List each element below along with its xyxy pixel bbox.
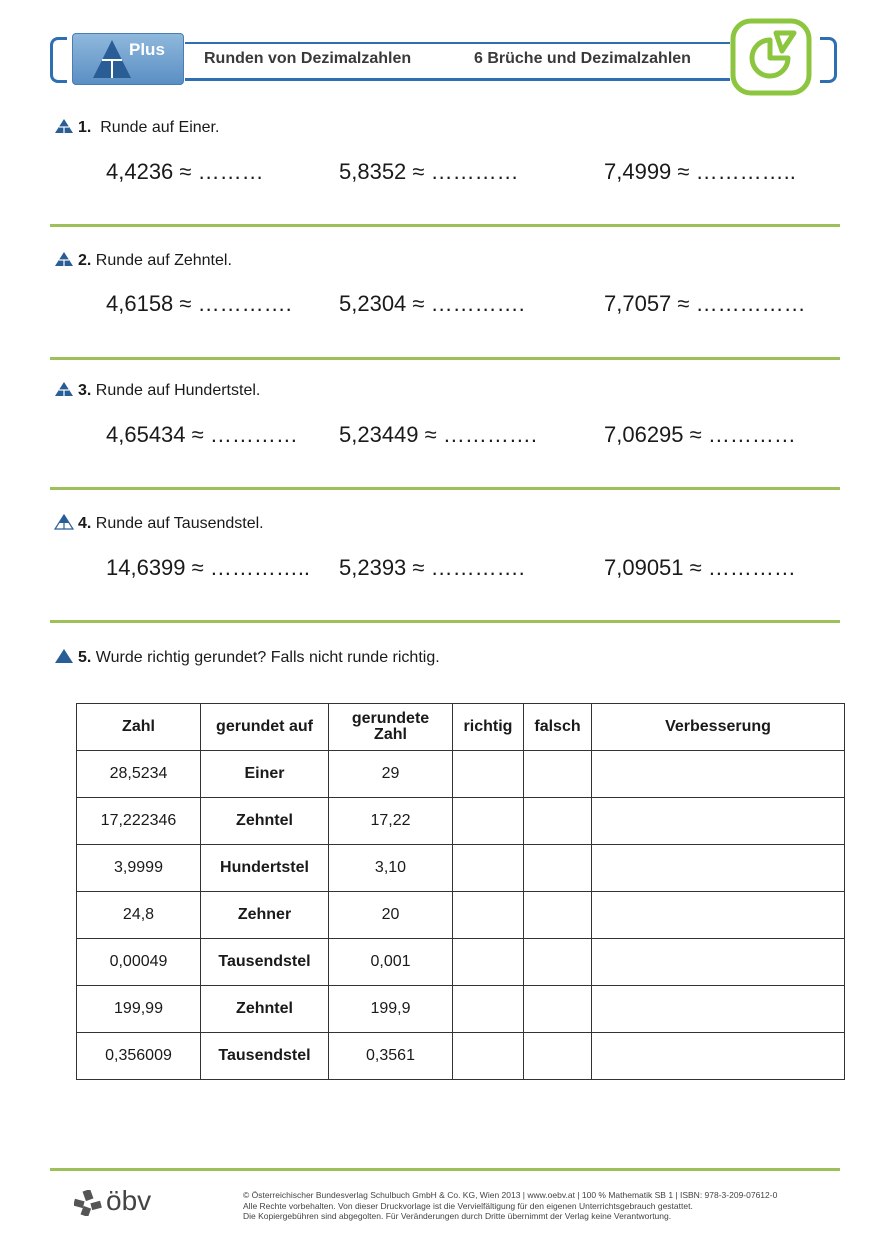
triangle-logo-icon	[91, 38, 133, 80]
header-rule-bottom	[185, 78, 730, 81]
wrong-checkbox-cell[interactable]	[524, 986, 592, 1033]
exercise-item: 4,4236 ≈ ………	[106, 159, 264, 184]
task-5-heading	[54, 648, 440, 667]
table-row	[77, 798, 845, 845]
correction-cell[interactable]	[592, 939, 845, 986]
table-header-row	[77, 704, 845, 751]
exercise-item: 5,23449 ≈ ………….	[339, 422, 537, 447]
correction-cell[interactable]	[592, 986, 845, 1033]
column-header: richtig	[453, 704, 524, 751]
exercise-item: 5,2393 ≈ ………….	[339, 555, 525, 580]
footer-divider	[50, 1168, 840, 1171]
task-instruction: Runde auf Hundertstel.	[95, 382, 261, 399]
task-instruction: Runde auf Einer.	[100, 119, 220, 136]
header-rule-top	[185, 42, 730, 44]
rounding-place-cell: Tausendstel	[201, 1033, 329, 1080]
exercise-item: 7,7057 ≈ ……………	[604, 291, 806, 316]
wrong-checkbox-cell[interactable]	[524, 939, 592, 986]
exercise-item: 7,06295 ≈ …………	[604, 422, 796, 447]
rounded-number-cell: 0,001	[329, 939, 453, 986]
rounded-number-cell: 3,10	[329, 845, 453, 892]
wrong-checkbox-cell[interactable]	[524, 751, 592, 798]
header-bracket-right	[820, 37, 837, 83]
task-instruction: Runde auf Tausendstel.	[95, 515, 264, 532]
task-number: 3.	[78, 382, 92, 399]
correct-checkbox-cell[interactable]	[453, 892, 524, 939]
task-instruction: Runde auf Zehntel.	[95, 252, 232, 269]
wrong-checkbox-cell[interactable]	[524, 1033, 592, 1080]
task-3-heading	[54, 381, 260, 400]
wrong-checkbox-cell[interactable]	[524, 892, 592, 939]
column-header: Zahl	[77, 704, 201, 751]
wrong-checkbox-cell[interactable]	[524, 845, 592, 892]
exercise-item: 7,09051 ≈ …………	[604, 555, 796, 580]
copyright-line: Alle Rechte vorbehalten. Von dieser Druckvorlage ist die Vervielfältigung für den eigenen Unterrichtsgebrauch gestattet.	[243, 1200, 693, 1211]
rounded-number-cell: 17,22	[329, 798, 453, 845]
number-cell: 0,356009	[77, 1033, 201, 1080]
wrong-checkbox-cell[interactable]	[524, 798, 592, 845]
exercise-item: 5,8352 ≈ …………	[339, 159, 519, 184]
rounded-number-cell: 20	[329, 892, 453, 939]
exercise-item: 7,4999 ≈ …………..	[604, 159, 796, 184]
task-number: 4.	[78, 515, 92, 532]
rounding-place-cell: Hundertstel	[201, 845, 329, 892]
difficulty-triangle-icon	[54, 648, 74, 664]
publisher-brand: öbv	[106, 1185, 152, 1216]
correction-cell[interactable]	[592, 751, 845, 798]
correction-cell[interactable]	[592, 892, 845, 939]
difficulty-triangle-icon	[54, 118, 74, 134]
table-row	[77, 939, 845, 986]
difficulty-triangle-outline-icon	[54, 514, 74, 530]
number-cell: 24,8	[77, 892, 201, 939]
plus-logo	[72, 33, 184, 85]
exercise-item: 14,6399 ≈ …………..	[106, 555, 311, 580]
section-divider	[50, 620, 840, 623]
table-row	[77, 986, 845, 1033]
pie-chart-logo-icon	[730, 18, 812, 96]
column-header: gerundete Zahl	[329, 704, 453, 751]
correct-checkbox-cell[interactable]	[453, 751, 524, 798]
table-row	[77, 892, 845, 939]
column-header: gerundet auf	[201, 704, 329, 751]
rounding-place-cell: Tausendstel	[201, 939, 329, 986]
rounded-number-cell: 0,3561	[329, 1033, 453, 1080]
correction-cell[interactable]	[592, 798, 845, 845]
copyright-notice	[243, 1190, 777, 1222]
plus-logo-text: Plus	[129, 40, 165, 59]
correct-checkbox-cell[interactable]	[453, 939, 524, 986]
task-number: 2.	[78, 252, 92, 269]
section-divider	[50, 357, 840, 360]
correct-checkbox-cell[interactable]	[453, 1033, 524, 1080]
section-divider	[50, 487, 840, 490]
page-title: Runden von Dezimalzahlen	[204, 50, 412, 67]
difficulty-triangle-icon	[54, 381, 74, 397]
number-cell: 17,222346	[77, 798, 201, 845]
correct-checkbox-cell[interactable]	[453, 986, 524, 1033]
rounded-number-cell: 199,9	[329, 986, 453, 1033]
number-cell: 28,5234	[77, 751, 201, 798]
header-bracket-left	[50, 37, 67, 83]
task-instruction: Wurde richtig gerundet? Falls nicht runde richtig.	[95, 649, 440, 666]
correction-cell[interactable]	[592, 1033, 845, 1080]
rounded-number-cell: 29	[329, 751, 453, 798]
task-2-heading	[54, 251, 232, 270]
copyright-line: © Österreichischer Bundesverlag Schulbuch GmbH & Co. KG, Wien 2013 | www.oebv.at | 100 % Mathematik SB 1 | ISBN: 978-3-209-07612-0	[243, 1190, 778, 1200]
table-row	[77, 1033, 845, 1080]
table-row	[77, 845, 845, 892]
rounding-place-cell: Einer	[201, 751, 329, 798]
task-4-heading	[54, 514, 264, 533]
exercise-item: 5,2304 ≈ ………….	[339, 291, 525, 316]
chapter-title: 6 Brüche und Dezimalzahlen	[474, 50, 691, 67]
number-cell: 3,9999	[77, 845, 201, 892]
difficulty-triangle-icon	[54, 251, 74, 267]
number-cell: 0,00049	[77, 939, 201, 986]
rounding-place-cell: Zehner	[201, 892, 329, 939]
number-cell: 199,99	[77, 986, 201, 1033]
rounding-place-cell: Zehntel	[201, 798, 329, 845]
correct-checkbox-cell[interactable]	[453, 798, 524, 845]
correct-checkbox-cell[interactable]	[453, 845, 524, 892]
publisher-logo-icon	[74, 1190, 102, 1216]
rounding-place-cell: Zehntel	[201, 986, 329, 1033]
task-number: 1.	[78, 119, 92, 136]
column-header: falsch	[524, 704, 592, 751]
rounding-table	[76, 703, 845, 1080]
copyright-line: Die Kopiergebühren sind abgegolten. Für Veränderungen durch Dritte übernimmt der Verlag keine Verantwortung.	[243, 1211, 672, 1221]
exercise-item: 4,6158 ≈ ………….	[106, 291, 292, 316]
column-header: Verbesserung	[592, 704, 845, 751]
exercise-item: 4,65434 ≈ …………	[106, 422, 298, 447]
section-divider	[50, 224, 840, 227]
task-number: 5.	[78, 649, 92, 666]
correction-cell[interactable]	[592, 845, 845, 892]
table-row	[77, 751, 845, 798]
task-1-heading	[54, 118, 219, 137]
